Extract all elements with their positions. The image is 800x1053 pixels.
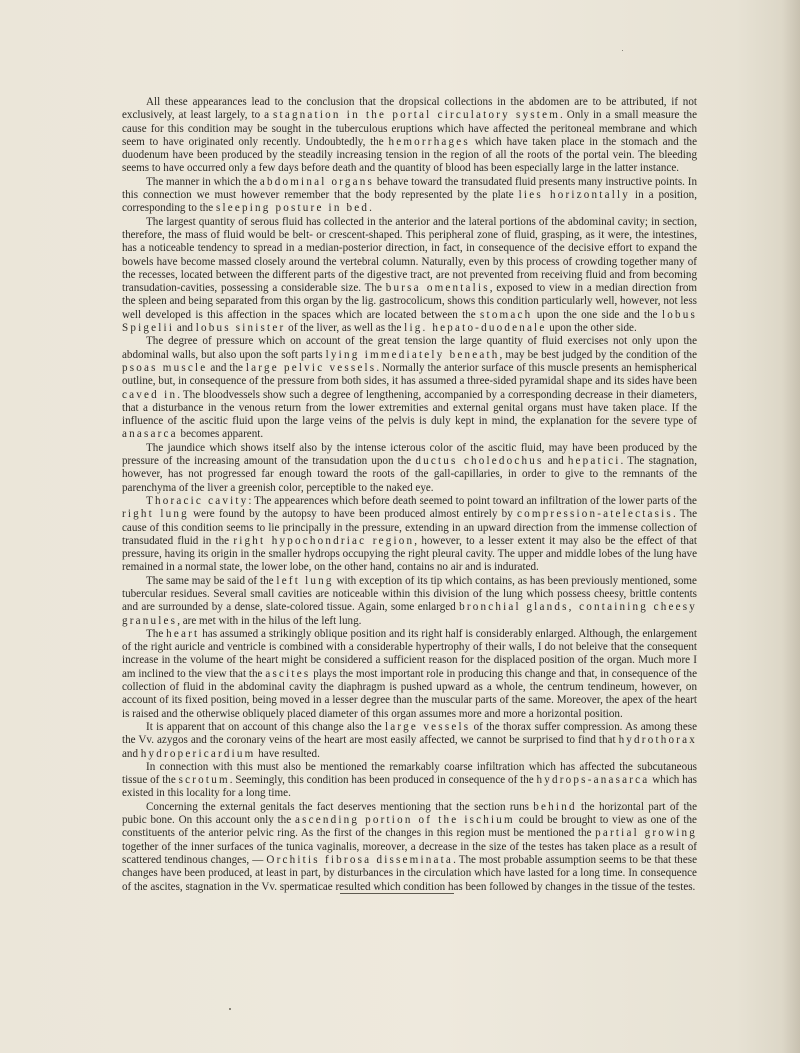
print-speck <box>229 1008 231 1010</box>
text-run: All these appearances lead to the conclusion that the dropsical collections in the abdomen are to be attributed, if not exclusively, at least largely, to a <box>122 96 697 122</box>
paragraph <box>122 628 697 721</box>
paragraph <box>122 216 697 336</box>
text-run: which has existed in this locality for a long time. <box>122 774 697 800</box>
spaced-emphasis: bronchial glands, containing cheesy granules <box>122 601 697 627</box>
text-run: plays the most important role in producing this change and that, in consequence of the collection of fluid in the abdominal cavity the diaphragm is pushed upward as a whole, the centrum tendineum, however, on account of its fixed position, being moved in a lesser degree than the muscular parts of the same. Moreover, the apex of the heart is raised and the otherwise obliquely placed diameter of this organ assumes more and more a horizontal position. <box>122 667 697 720</box>
text-run: . The most probable assumption seems to be that these changes have been produced, at least in part, by disturbances in the circulation which have lasted for a long time. In consequence of the ascites, stagnation in the Vv. spermaticae resulted which condition has been followed by changes in the tissue of the testes. <box>122 853 697 893</box>
text-run: and <box>174 322 196 335</box>
text-run: behave toward the transudated fluid presents many instructive points. In this connection we must however remember that the body represented by the plate <box>122 175 697 202</box>
spaced-emphasis: heart <box>166 627 200 640</box>
paragraph <box>122 801 697 894</box>
text-run: could be brought to view as one of the constituents of the anterior pelvic ring. As the first of the changes in this region must be mentioned the <box>122 814 697 840</box>
page-edge-shadow <box>782 0 800 1053</box>
text-run: were found by the autopsy to have been produced almost entirely by <box>188 508 517 521</box>
spaced-emphasis: hydropericardium <box>140 747 256 760</box>
spaced-emphasis: hemorrhages <box>388 135 470 148</box>
text-run: and <box>543 455 568 468</box>
spaced-emphasis: stagnation in the portal circulatory system <box>273 109 561 122</box>
spaced-emphasis: lobus Spigelii <box>122 308 697 335</box>
spaced-emphasis: bursa omentalis <box>385 282 490 295</box>
paragraph <box>122 761 697 801</box>
text-run: upon the other side. <box>546 322 637 335</box>
text-run: . Seemingly, this condition has been produced in consequence of the <box>229 774 537 787</box>
text-run: together of the inner surfaces of the tunica vaginalis, moreover, a decrease in the size of the testes has taken place as a result of scattered tendinous changes, — <box>122 840 697 866</box>
spaced-emphasis: lies horizontally <box>518 189 631 202</box>
spaced-emphasis: hepatici <box>567 455 621 468</box>
paragraph <box>122 721 697 761</box>
paragraph <box>122 442 697 495</box>
text-run: , exposed to view in a median direction from the spleen and being separated from this organ by the lig. gastrocolicum, shows this condition particularly well, however, not less well developed is this affection in the spaces which are located between the <box>122 282 697 321</box>
spaced-emphasis: anasarca <box>122 428 178 441</box>
paragraph <box>122 176 697 216</box>
text-run: The <box>146 627 167 640</box>
text-run: The manner in which the <box>146 175 260 188</box>
text-run: , may be best judged by the condition of the <box>499 348 697 361</box>
spaced-emphasis: hydrops-anasarca <box>536 774 650 787</box>
spaced-emphasis: large pelvic vessels <box>245 361 377 374</box>
spaced-emphasis: lig. hepato-duodenale <box>404 322 547 335</box>
text-run: with exception of its tip which contains, as has been previously mentioned, some tubercular residues. Several small cavities are noticeable within this division of the lung which possess cheesy, brittle contents and are surrounded by a dense, slate-colored tissue. Again, some enlarged <box>122 574 697 614</box>
spaced-emphasis: partial growing <box>595 827 697 840</box>
spaced-emphasis: lobus sinister <box>195 322 286 335</box>
spaced-emphasis: right hypochondriac region <box>233 534 415 547</box>
spaced-emphasis: ascending portion of the ischium <box>294 814 515 827</box>
spaced-emphasis: large vessels <box>384 720 471 733</box>
text-run: , are met with in the hilus of the left lung. <box>177 614 362 627</box>
paragraph <box>122 495 697 575</box>
spaced-emphasis: left lung <box>276 574 334 587</box>
spaced-emphasis: hydrothorax <box>618 734 697 747</box>
spaced-emphasis: psoas muscle <box>122 361 208 374</box>
spaced-emphasis: stomach <box>480 308 533 321</box>
text-run: becomes apparent. <box>177 428 264 441</box>
text-run: have resulted. <box>255 747 320 760</box>
text-run: In connection with this must also be mentioned the remarkably coarse infiltration which has affected the subcutaneous tissue of the <box>122 760 697 787</box>
spaced-emphasis: Thoracic cavity <box>146 494 249 507</box>
paragraph <box>122 96 697 176</box>
text-run: . The stagnation, however, has not progressed far enough toward the roots of the gall-capillaries, in order to give to the remnants of the parenchyma of the liver a greenish color, perceptible to the naked eye. <box>122 455 697 494</box>
spaced-emphasis: ascites <box>265 667 311 680</box>
spaced-emphasis: Orchitis fibrosa disseminata <box>266 853 454 866</box>
spaced-emphasis: behind <box>533 800 577 813</box>
text-run: upon the one side and the <box>532 308 662 321</box>
text-run: of the thorax suffer compression. As among these the Vv. azygos and the coronary veins of the heart are most easily affected, we cannot be surprised to find that <box>122 720 697 747</box>
text-run: The largest quantity of serous fluid has collected in the anterior and the lateral portions of the abdominal cavity; in section, therefore, the mass of fluid would be belt- or crescent-shaped. This peripheral zone of fluid, grasping, as it were, the intestines, has a noticeable tendency to spread in a median-posterior direction, in fact, in consequence of the decisive effort to expand the bowels have become massed closely around the vertebral column. Naturally, even by this process of crowding together many of the recesses, located between the different parts of the digestive tract, are not prevented from receiving fluid and from becoming transudation-cavities, possessing a considerable size. The <box>122 215 697 295</box>
text-run: which have taken place in the stomach and the duodenum have been produced by the steadily increasing tension in the region of all the roots of the portal vein. The bleeding seems to have occurred only a few days before death and the quantity of blood has been especially large in the latter instance. <box>122 135 697 175</box>
text-run: . <box>369 202 372 215</box>
spaced-emphasis: right lung <box>122 508 189 521</box>
text-run: in a position, corresponding to the <box>122 189 698 215</box>
text-run: the horizontal part of the pubic bone. On this account only the <box>122 800 697 827</box>
text-run: The same may be said of the <box>146 574 277 587</box>
body-text <box>122 96 697 894</box>
spaced-emphasis: ductus choledochus <box>415 455 544 468</box>
spaced-emphasis: caved in <box>122 388 178 401</box>
spaced-emphasis: lying immediately beneath <box>325 348 500 361</box>
paragraph <box>122 335 697 441</box>
text-run: The degree of pressure which on account of the great tension the large quantity of fluid exercises not only upon the abdominal walls, but also upon the soft parts <box>122 335 697 361</box>
text-run: , however, to a lesser extent it may also be the effect of that pressure, having its origin in the smaller hydrops occupying the right pleural cavity. The upper and middle lobes of the lung have remained in a normal state, the lower lobe, on the other hand, contains no air and is indurated. <box>122 534 697 574</box>
text-run: Concerning the external genitals the fact deserves mentioning that the section runs <box>146 800 534 813</box>
text-run: and the <box>207 361 246 374</box>
text-run: . The cause of this condition seems to lie principally in the pressure, extending in an upward direction from the immense collection of transudated fluid in the <box>122 508 697 547</box>
text-run: and <box>122 747 141 760</box>
text-run: . The bloodvessels show such a degree of lengthening, accompanied by a corresponding decrease in their diameters, that a disturbance in the venous return from the lower extremities and external genital organs must have taken place. If the influence of the ascitic fluid upon the large veins of the pelvis is duly kept in mind, the explanation for the severe type of <box>122 388 697 428</box>
spaced-emphasis: sleeping posture in bed <box>215 202 370 215</box>
spaced-emphasis: scrotum <box>178 774 230 787</box>
spaced-emphasis: abdominal organs <box>259 175 375 188</box>
print-speck <box>622 50 623 51</box>
text-run: of the liver, as well as the <box>285 322 405 335</box>
spaced-emphasis: compression-atelectasis <box>516 508 673 521</box>
text-run: . Only in a small measure the cause for this condition may be sought in the tuberculous eruptions which have affected the peritoneal membrane and which seem to have originated only recently. Undoubtedly, the <box>122 109 697 148</box>
text-run: The jaundice which shows itself also by the intense icterous color of the ascitic fluid, may have been produced by the pressure of the increasing amount of the transudation upon the <box>122 441 697 468</box>
text-run: : The appearences which before death seemed to point toward an infiltration of the lower parts of the <box>248 494 697 507</box>
text-run: It is apparent that on account of this change also the <box>146 720 385 733</box>
paragraph <box>122 575 697 628</box>
text-run: has assumed a strikingly oblique position and its right half is considerably enlarged. Although, the enlargement of the right auricle and ventricle is combined with a considerable hypertrophy of their walls, I do not beleive that the consequent increase in the volume of the heart might be considered a sufficient reason for the displaced position of the organ. Much more I am inclined to the view that the <box>122 627 697 680</box>
text-run: . Normally the anterior surface of this muscle presents an hemispherical outline, but, in consequence of the pressure from both sides, it has assumed a three-sided pyramidal shape and its sides have been <box>122 361 697 388</box>
section-end-rule <box>340 893 454 894</box>
